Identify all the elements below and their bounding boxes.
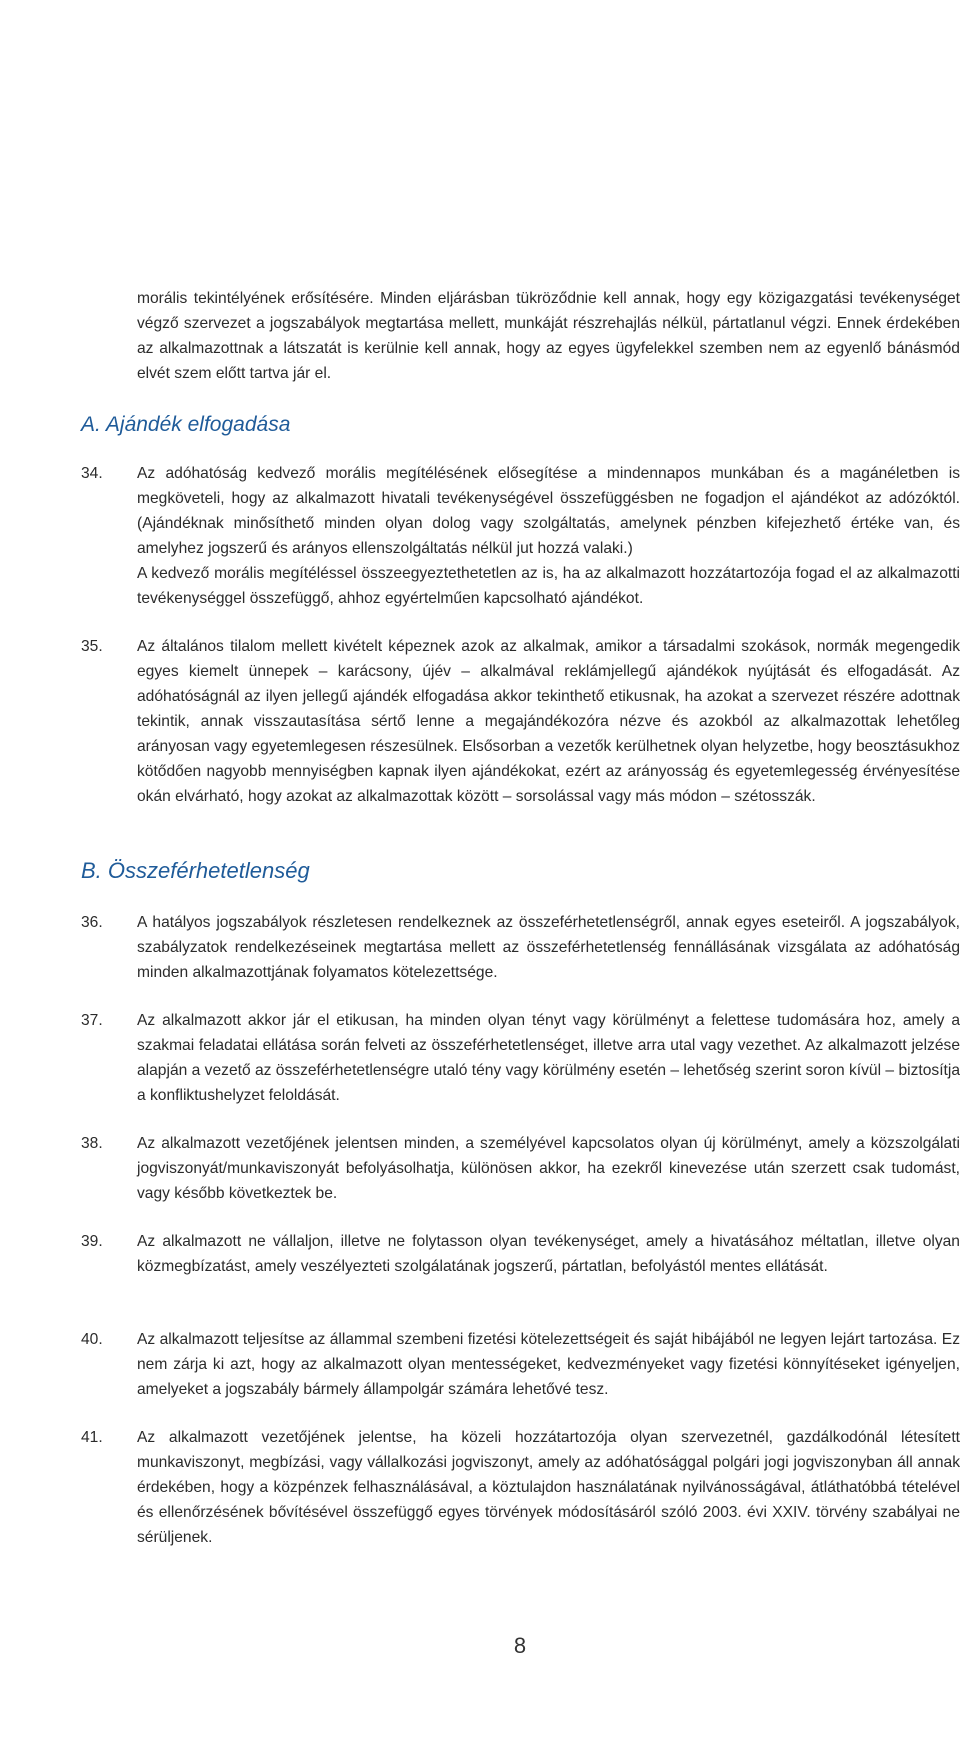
item-paragraph: Az alkalmazott vezetőjének jelentsen minden, a személyével kapcsolatos olyan új körülményt, amely a közszolgálati jogviszonyát/munkaviszonyát befolyásolhatja, különösen akkor, ha ezekről kinevezése után szerzett csak tudomást, vagy később következtek be. <box>137 1135 960 1202</box>
item-number: 34. <box>81 465 103 482</box>
item-paragraph: Az alkalmazott vezetőjének jelentse, ha közeli hozzátartozója olyan szervezetnél, gazdálkodónál létesített munkaviszonyt, megbízási, vagy vállalkozási jogviszonyt, amely az adóhatósággal polgári jogi jogviszonyban áll annak érdekében, hogy a közpénzek felhasználásával, a köztulajdon használatának nyilvánosságával, átláthatóbbá tételével és ellenőrzésének bővítésével összefüggő egyes törvények módosításáról szóló 2003. évi XXIV. törvény szabályai ne sérüljenek. <box>137 1429 960 1546</box>
section-title-osszeferhetetlenseg: B. Összeférhetetlenség <box>81 858 310 883</box>
list-item-41 <box>81 1425 960 1550</box>
item-paragraph: A kedvező morális megítéléssel összeegyeztethetetlen az is, ha az alkalmazott hozzátartozója fogad el az alkalmazotti tevékenységgel összefüggő, ahhoz egyértelműen kapcsolható ajándékot. <box>137 565 960 607</box>
intro-paragraph: morális tekintélyének erősítésére. Minden eljárásban tükröződnie kell annak, hogy egy közigazgatási tevékenységet végző szervezet a jogszabályok megtartása mellett, munkáját részrehajlás nélkül, pártatlanul végzi. Ennek érdekében az alkalmazottnak a látszatát is kerülnie kell annak, hogy az egyes ügyfelekkel szemben nem az egyenlő bánásmód elvét szem előtt tartva jár el. <box>137 290 960 382</box>
item-number: 37. <box>81 1012 103 1029</box>
list-item-35 <box>81 634 960 809</box>
list-item-36 <box>81 910 960 985</box>
item-text <box>137 910 960 985</box>
section-title-ajandek: A. Ajándék elfogadása <box>81 413 291 436</box>
item-text <box>137 1008 960 1108</box>
list-item-38 <box>81 1131 960 1206</box>
list-item-37 <box>81 1008 960 1108</box>
item-number: 41. <box>81 1429 103 1446</box>
item-text <box>137 1229 960 1279</box>
item-text <box>137 634 960 809</box>
item-paragraph: Az alkalmazott akkor jár el etikusan, ha minden olyan tényt vagy körülményt a felettese tudomására hoz, amely a szakmai feladatai ellátása során felveti az összeférhetetlenséget, illetve arra utal vagy vezethet. Az alkalmazott jelzése alapján a vezető az összeférhetetlenségre utaló tény vagy körülmény esetén – lehetőség szerint soron kívül – biztosítja a konfliktushelyzet feloldását. <box>137 1012 960 1104</box>
item-number: 38. <box>81 1135 103 1152</box>
item-paragraph: Az alkalmazott teljesítse az állammal szembeni fizetési kötelezettségeit és saját hibájából ne legyen lejárt tartozása. Ez nem zárja ki azt, hogy az alkalmazott olyan mentességeket, kedvezményeket vagy fizetési könnyítéseket igényeljen, amelyeket a jogszabály bármely állampolgár számára lehetővé tesz. <box>137 1331 960 1398</box>
item-number: 39. <box>81 1233 103 1250</box>
item-number: 40. <box>81 1331 103 1348</box>
item-number: 36. <box>81 914 103 931</box>
page-number: 8 <box>513 1633 527 1658</box>
item-text <box>137 1425 960 1550</box>
item-text <box>137 1327 960 1402</box>
item-text <box>137 461 960 611</box>
list-item-40 <box>81 1327 960 1402</box>
item-paragraph: Az alkalmazott ne vállaljon, illetve ne folytasson olyan tevékenységet, amely a hivatásához méltatlan, illetve olyan közmegbízatást, amely veszélyezteti szolgálatának jogszerű, pártatlan, befolyástól mentes ellátását. <box>137 1233 960 1275</box>
item-paragraph: Az általános tilalom mellett kivételt képeznek azok az alkalmak, amikor a társadalmi szokások, normák megengedik egyes kiemelt ünnepek – karácsony, újév – alkalmával reklámjellegű ajándékok nyújtását és elfogadását. Az adóhatóságnál az ilyen jellegű ajándék elfogadása akkor tekinthető etikusnak, ha azokat a szervezet részére adottnak tekintik, annak visszautasítása sértő lenne a megajándékozóra nézve és azokból az alkalmazottak lehetőleg arányosan vagy egyetemlegesen részesülnek. Elsősorban a vezetők kerülhetnek olyan helyzetbe, hogy beosztásukhoz kötődően nagyobb mennyiségben kapnak ilyen ajándékokat, ezért az arányosság és egyetemlegesség érvényesítése okán elvárható, hogy azokat az alkalmazottak között – sorsolással vagy más módon – szétosszák. <box>137 638 960 805</box>
list-item-34 <box>81 461 960 611</box>
item-text <box>137 1131 960 1206</box>
item-paragraph: A hatályos jogszabályok részletesen rendelkeznek az összeférhetetlenségről, annak egyes eseteiről. A jogszabályok, szabályzatok rendelkezéseinek megtartása mellett az összeférhetetlenség fennállásának vizsgálata az adóhatóság minden alkalmazottjának folyamatos kötelezettsége. <box>137 914 960 981</box>
item-paragraph: Az adóhatóság kedvező morális megítélésének elősegítése a mindennapos munkában és a magánéletben is megköveteli, hogy az alkalmazott hivatali tevékenységével összefüggésben ne fogadjon el ajándékot az adózóktól. (Ajándéknak minősíthető minden olyan dolog vagy szolgáltatás, amelynek pénzben kifejezhető értéke van, és amelyhez jogszerű és arányos ellenszolgáltatás nélkül jut hozzá valaki.) <box>137 465 960 557</box>
item-number: 35. <box>81 638 103 655</box>
list-item-39 <box>81 1229 960 1279</box>
